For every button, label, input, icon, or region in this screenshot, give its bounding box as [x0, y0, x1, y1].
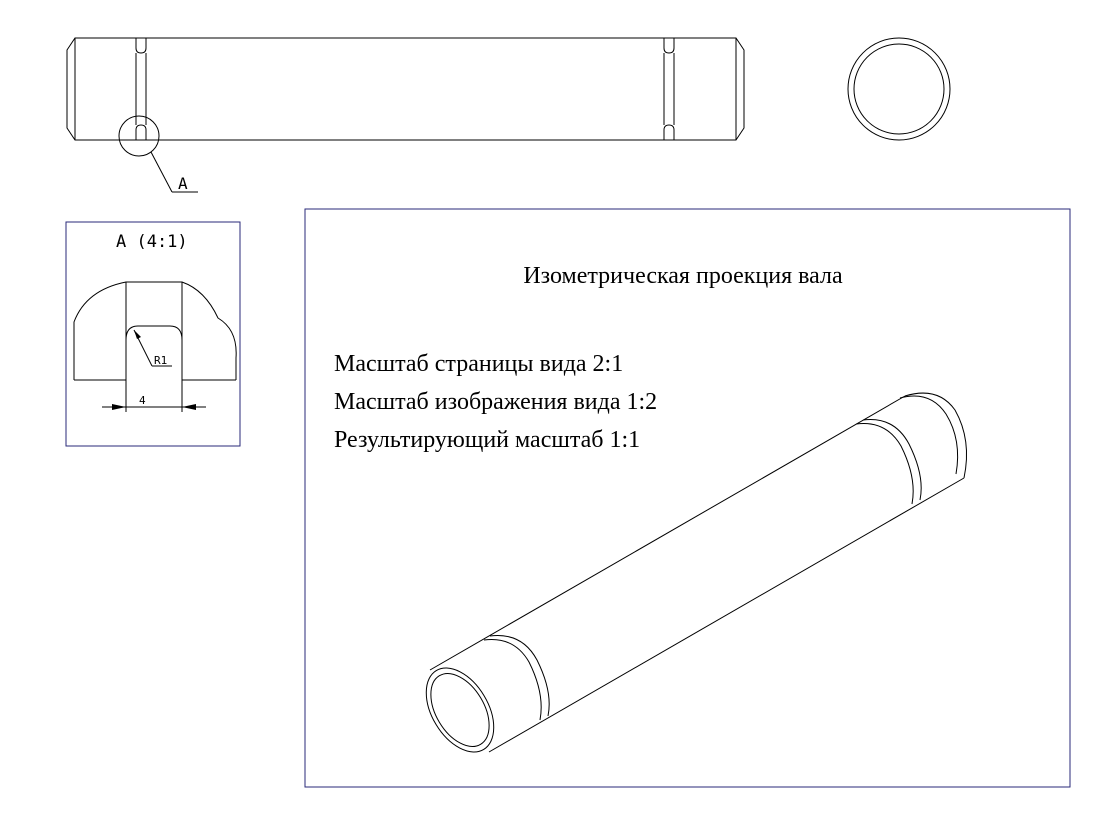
isometric-view — [305, 209, 1070, 787]
shaft-side-view — [848, 38, 950, 140]
scale-line-1: Масштаб страницы вида 2:1 — [334, 351, 624, 377]
callout-leader — [151, 152, 172, 192]
detail-view-frame — [66, 222, 240, 446]
radius-label: R1 — [154, 354, 168, 367]
isometric-view-title: Изометрическая проекция вала — [523, 263, 843, 289]
shaft-front-view — [67, 38, 744, 193]
isometric-view-frame — [305, 209, 1070, 787]
scale-line-3: Результирующий масштаб 1:1 — [334, 427, 641, 453]
detail-view-title: A (4:1) — [116, 232, 188, 252]
detail-callout-circle — [119, 116, 159, 156]
width-label: 4 — [139, 394, 146, 407]
scale-line-2: Масштаб изображения вида 1:2 — [334, 389, 658, 415]
callout-label: A — [178, 174, 188, 193]
detail-view-a — [66, 222, 240, 446]
